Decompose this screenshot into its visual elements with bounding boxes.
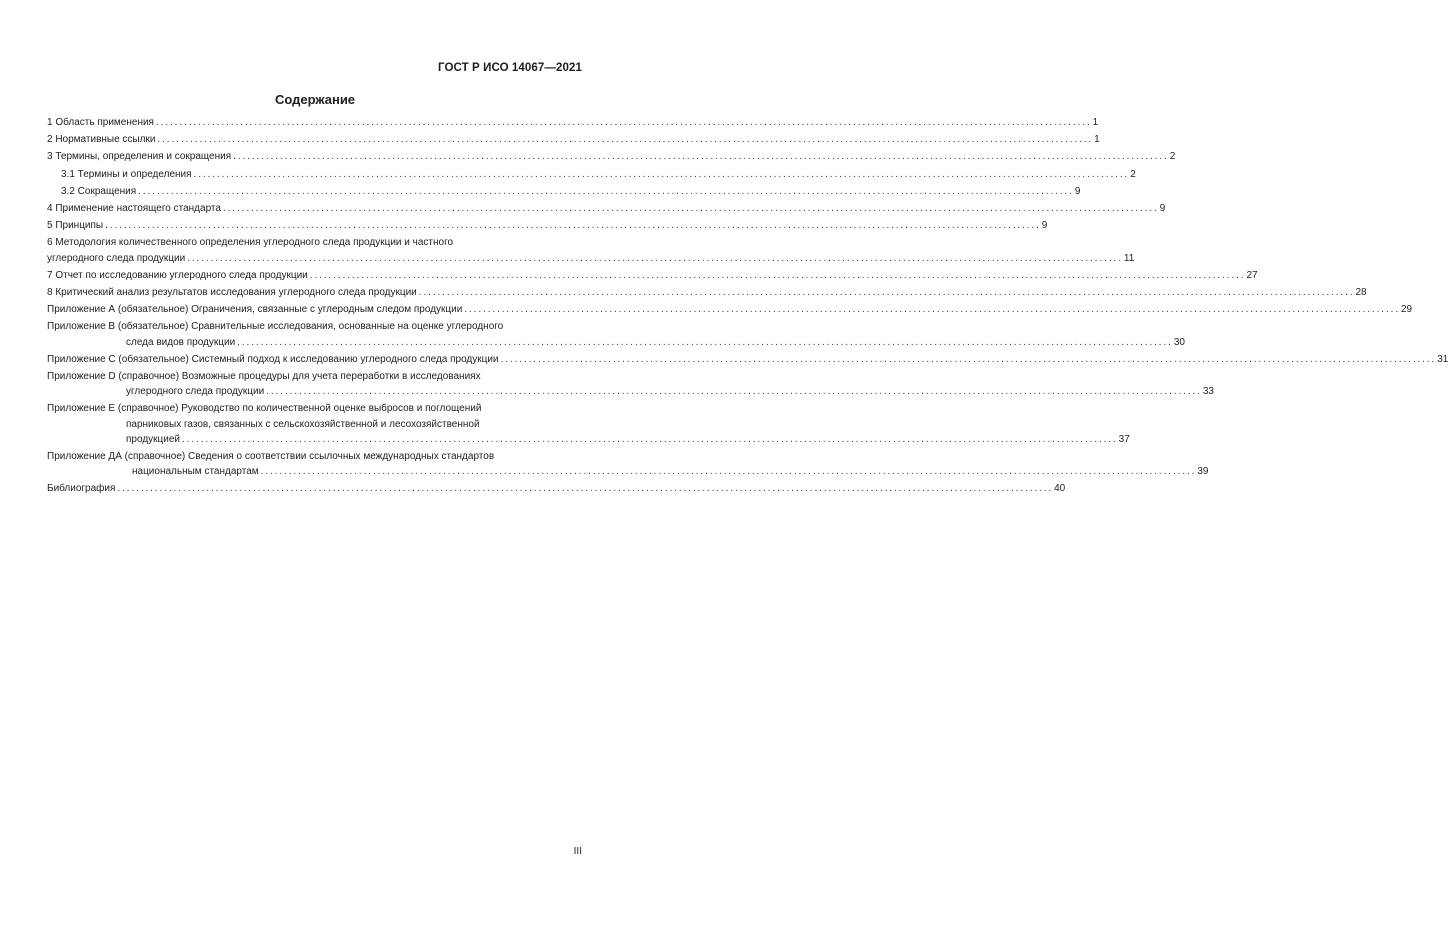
toc-entry-annex-c[interactable] [47,352,1448,367]
toc-leader-dots: ........................................................................................................................................................................................................ [157,134,1094,146]
toc-entry-lead-text: Приложение ДА (справочное) Сведения о соответствии ссылочных международных стандартов [47,451,495,463]
standard-designation: ГОСТ Р ИСО 14067—2021 [437,62,582,74]
toc-leader-dots: ........................................................................................................................................................................................................ [500,353,1437,365]
toc-entry-page: 9 [1041,220,1048,232]
toc-leader-dots: ........................................................................................................................................................................................................ [155,117,1092,128]
toc-entry-text: 4 Применение настоящего стандарта [47,203,221,215]
toc-entry-lead-text: Приложение В (обязательное) Сравнительные исследования, основанные на оценке углеродного [47,321,504,333]
toc-entry-annex-e[interactable] [47,401,1130,447]
toc-entry-text: 5 Принципы [47,220,104,232]
toc-entry-3-2[interactable] [47,184,1081,199]
toc-entry-text: 3 Термины, определения и сокращения [47,151,232,163]
toc-entry-bibliography[interactable] [47,481,1066,496]
toc-entry-page: 1 [1094,134,1100,146]
toc-entry-page: 2 [1130,168,1136,180]
toc-entry-1[interactable] [47,115,1099,130]
toc-entry-page: 40 [1054,483,1066,495]
toc-leader-dots: ........................................................................................................................................................................................................ [187,252,1123,264]
toc-leader-dots: ........................................................................................................................................................................................................ [105,220,1041,232]
toc-entry-page: 37 [1118,433,1130,445]
toc-entry-5[interactable] [47,218,1048,233]
toc-entry-6[interactable] [47,235,1135,265]
toc-entry-text: продукцией [126,433,180,445]
toc-entry-text: следа видов продукции [126,336,236,348]
toc-entry-text: 3.2 Сокращения [61,185,137,197]
toc-entry-lead-text: Приложение Е (справочное) Руководство по количественной оценке выбросов и поглощений [47,403,482,415]
toc-entry-4[interactable] [47,201,1166,216]
toc-entry-page: 2 [1169,151,1176,163]
toc-entry-text: углеродного следа продукции [126,386,265,398]
toc-entry-lead-text-2: парниковых газов, связанных с сельскохозяйственной и лесохозяйственной [126,418,480,430]
toc-entry-page: 29 [1401,304,1413,316]
toc-entry-page: 30 [1173,336,1185,348]
toc-entry-lead-text: 6 Методология количественного определения углеродного следа продукции и частного [47,237,454,249]
toc-entry-page: 39 [1197,466,1209,478]
toc-entry-text: углеродного следа продукции [47,252,186,264]
toc-entry-text: Библиография [47,483,116,495]
toc-leader-dots: ........................................................................................................................................................................................................ [309,269,1246,281]
toc-entry-page: 1 [1092,117,1099,128]
toc-entry-7[interactable] [47,268,1258,283]
toc-leader-dots: ........................................................................................................................................................................................................ [233,151,1169,163]
toc-entry-page: 27 [1246,269,1258,281]
toc-entry-page: 31 [1437,353,1448,365]
toc-entry-annex-b[interactable] [47,319,1185,349]
toc-entry-text: 7 Отчет по исследованию углеродного следа продукции [47,269,308,281]
toc-leader-dots: ........................................................................................................................................................................................................ [266,386,1202,398]
toc-entry-page: 9 [1074,185,1081,197]
toc-leader-dots: ........................................................................................................................................................................................................ [182,433,1118,445]
toc-leader-dots: ........................................................................................................................................................................................................ [193,168,1130,180]
toc-entry-2[interactable] [47,132,1100,147]
table-of-contents [47,115,1448,497]
toc-leader-dots: ........................................................................................................................................................................................................ [418,287,1355,299]
toc-leader-dots: ........................................................................................................................................................................................................ [464,304,1400,316]
toc-entry-page: 9 [1159,203,1166,215]
page-title: Содержание [274,92,356,107]
toc-entry-annex-d[interactable] [47,369,1214,399]
toc-entry-8[interactable] [47,285,1367,300]
toc-entry-annex-da[interactable] [47,449,1209,479]
toc-entry-text: Приложение А (обязательное) Ограничения, связанные с углеродным следом продукции [47,304,463,316]
toc-entry-text: Приложение С (обязательное) Системный подход к исследованию углеродного следа продукции [47,353,499,365]
toc-entry-page: 28 [1355,287,1367,299]
toc-entry-text: 2 Нормативные ссылки [47,134,156,146]
toc-leader-dots: ........................................................................................................................................................................................................ [138,185,1074,197]
toc-entry-annex-a[interactable] [47,302,1413,317]
toc-leader-dots: ........................................................................................................................................................................................................ [117,483,1054,495]
toc-entry-text: 3.1 Термины и определения [61,168,192,180]
toc-entry-3[interactable] [47,149,1176,164]
toc-entry-text: 8 Критический анализ результатов исследования углеродного следа продукции [47,287,417,299]
toc-entry-text: национальным стандартам [132,466,259,478]
toc-leader-dots: ........................................................................................................................................................................................................ [237,336,1173,348]
toc-leader-dots: ........................................................................................................................................................................................................ [260,466,1197,478]
toc-entry-text: 1 Область применения [47,117,154,128]
toc-leader-dots: ........................................................................................................................................................................................................ [222,203,1159,215]
toc-entry-page: 11 [1123,252,1135,264]
toc-entry-3-1[interactable] [47,167,1136,182]
toc-entry-lead-text: Приложение D (справочное) Возможные процедуры для учета переработки в исследованиях [47,371,481,383]
page-number: III [573,846,582,857]
toc-entry-page: 33 [1202,386,1214,398]
